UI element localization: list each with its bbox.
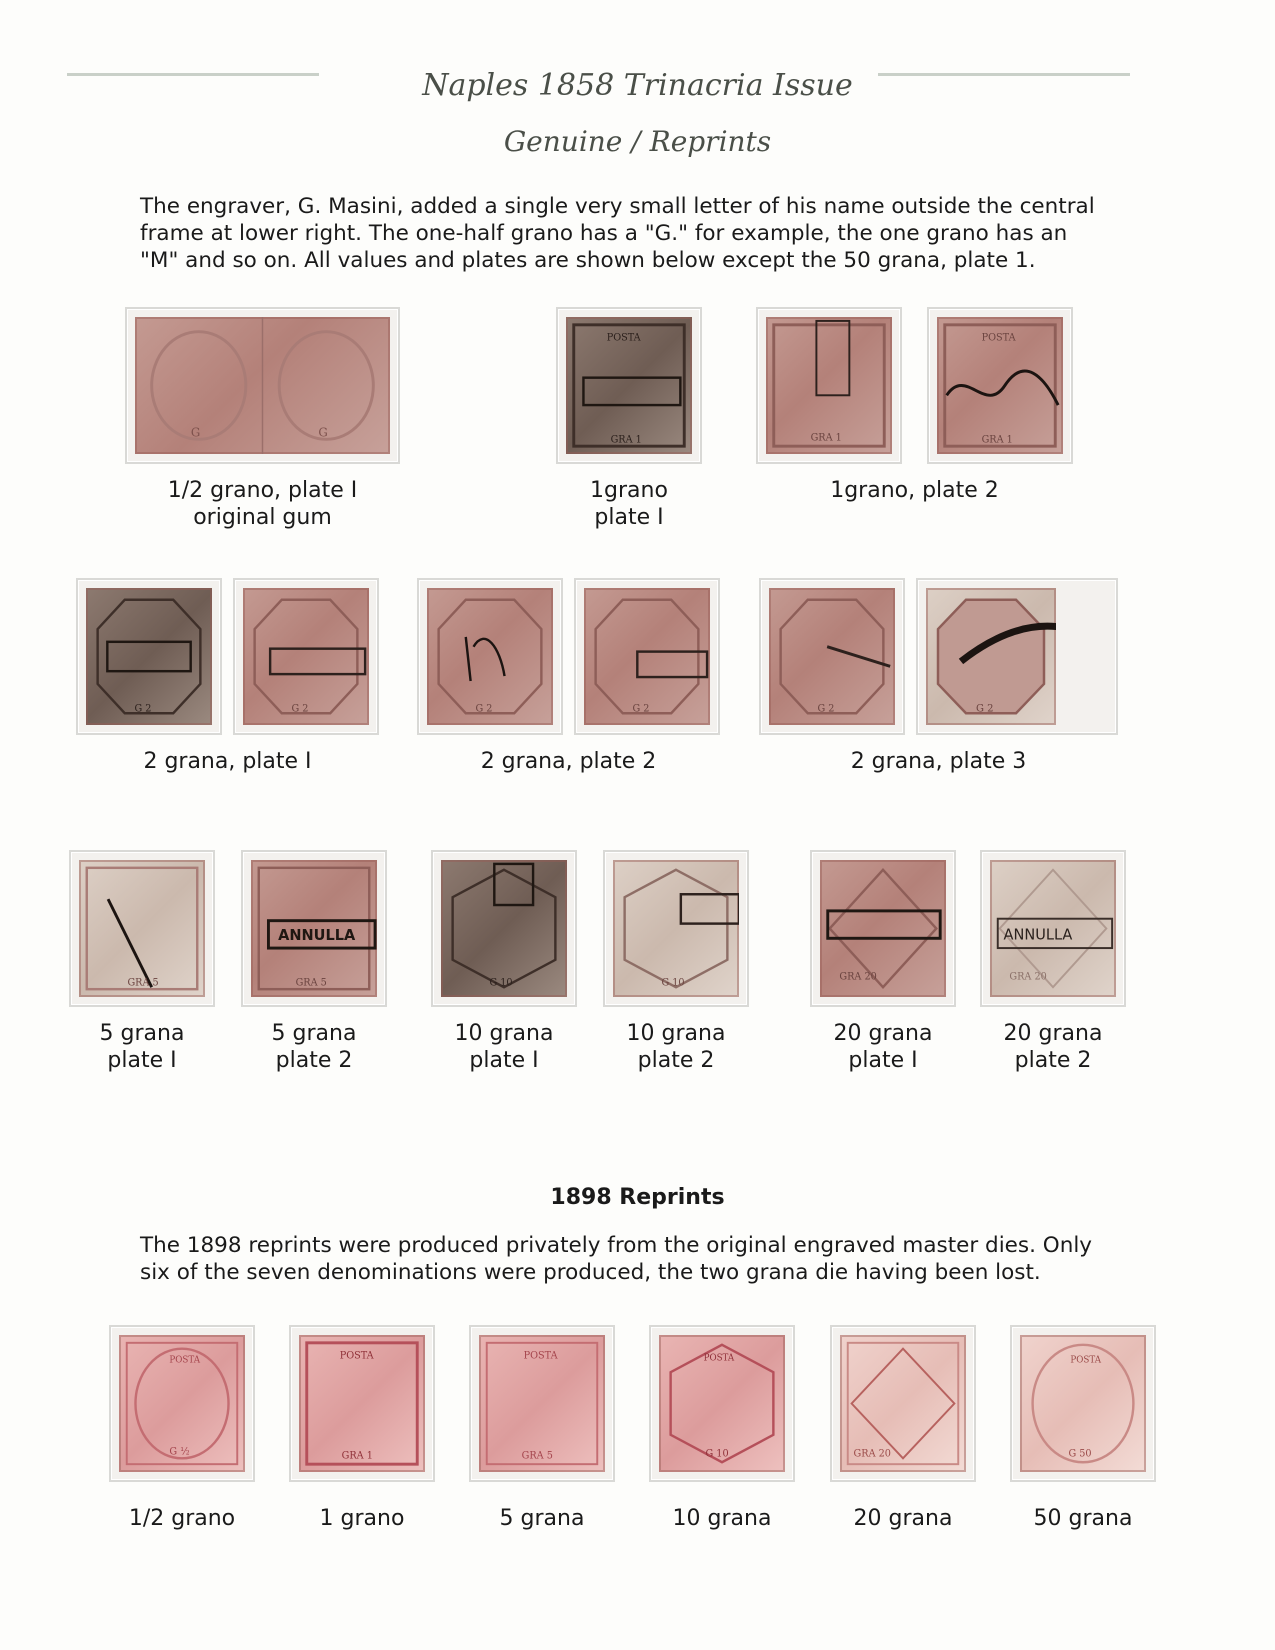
caption-reprint-20-grana: 20 grana — [853, 1506, 953, 1531]
stamp-image — [441, 860, 567, 997]
reprints-paragraph — [140, 1232, 1140, 1286]
stamp-value: G 10 — [661, 977, 685, 989]
caption-1-grano-plate-2: 1grano, plate 2 — [830, 478, 999, 503]
caption-reprint-half-grano: 1/2 grano — [128, 1506, 236, 1531]
stamp-value: GRA 20 — [853, 1448, 891, 1460]
stamp-value: GRA 5 — [127, 977, 159, 989]
stamp-value: G ½ — [169, 1446, 190, 1458]
intro-line: "M" and so on. All values and plates are shown below except the 50 grana, plate 1. — [140, 248, 1036, 273]
reprints-heading: 1898 Reprints — [550, 1185, 725, 1210]
stamp-1-grano-plate-2-b — [927, 307, 1073, 464]
stamp-value: G 2 — [291, 703, 309, 715]
stamp-2-grana-plate-1-b — [233, 578, 379, 735]
reprints-line: six of the seven denominations were produced, the two grana die having been lost. — [140, 1260, 1041, 1285]
stamp-value: G 2 — [134, 703, 152, 715]
stamp-posta: POSTA — [703, 1353, 735, 1364]
stamp-20-grana-plate-2 — [980, 850, 1126, 1007]
caption-20-grana-plate-1: 20 grana plate I — [833, 1021, 933, 1073]
caption-reprint-5-grana: 5 grana — [499, 1506, 585, 1531]
stamp-value: G 2 — [817, 703, 835, 715]
caption-half-grano-plate-1: 1/2 grano, plate I original gum — [167, 478, 358, 530]
stamp-value: GRA 1 — [810, 432, 842, 444]
stamp-20-grana-plate-1 — [810, 850, 956, 1007]
reprint-20-grana — [830, 1325, 976, 1482]
stamp-value: GRA 1 — [610, 434, 642, 446]
stamp-image — [251, 860, 377, 997]
reprint-1-grano — [289, 1325, 435, 1482]
intro-paragraph — [140, 193, 1140, 274]
stamp-value: GRA 5 — [521, 1450, 553, 1462]
reprint-5-grana — [469, 1325, 615, 1482]
stamp-value: G 10 — [705, 1448, 729, 1460]
stamp-10-grana-plate-1 — [431, 850, 577, 1007]
stamp-image — [1020, 1335, 1146, 1472]
caption-reprint-10-grana: 10 grana — [672, 1506, 772, 1531]
reprint-50-grana — [1010, 1325, 1156, 1482]
caption-1-grano-plate-1: 1grano plate I — [590, 478, 668, 530]
stamp-value: G 2 — [632, 703, 650, 715]
reprints-line: The 1898 reprints were produced privately from the original engraved master dies. Only — [140, 1233, 1093, 1258]
stamp-value: GRA 1 — [341, 1450, 373, 1462]
stamp-image — [820, 860, 946, 997]
stamp-1-grano-plate-2-a — [756, 307, 902, 464]
stamp-value: G 10 — [489, 977, 513, 989]
reprint-10-grana — [649, 1325, 795, 1482]
stamp-value: GRA 1 — [981, 434, 1013, 446]
stamp-2-grana-plate-1-a — [76, 578, 222, 735]
stamp-image — [427, 588, 553, 725]
stamp-image — [990, 860, 1116, 997]
stamp-image — [937, 317, 1063, 454]
stamp-10-grana-plate-2 — [603, 850, 749, 1007]
stamp-value: G — [318, 425, 328, 440]
stamp-value: G 2 — [475, 703, 493, 715]
stamp-posta: POSTA — [1070, 1355, 1101, 1366]
stamp-1-grano-plate-1 — [556, 307, 702, 464]
stamp-2-grana-plate-2-b — [574, 578, 720, 735]
stamp-5-grana-plate-1 — [69, 850, 215, 1007]
stamp-image — [926, 588, 1056, 725]
caption-10-grana-plate-1: 10 grana plate I — [454, 1021, 554, 1073]
stamp-value: G — [190, 425, 201, 440]
reprint-half-grano — [109, 1325, 255, 1482]
stamp-image — [766, 317, 892, 454]
stamp-2-grana-plate-3-a — [759, 578, 905, 735]
stamp-image — [479, 1335, 605, 1472]
stamp-image — [584, 588, 710, 725]
stamp-2-grana-plate-3-b — [916, 578, 1118, 735]
stamp-image — [299, 1335, 425, 1472]
stamp-image — [659, 1335, 785, 1472]
intro-line: The engraver, G. Masini, added a single very small letter of his name outside the central — [140, 194, 1095, 219]
cancel-text: ANNULLA — [1003, 926, 1073, 944]
caption-20-grana-plate-2: 20 grana plate 2 — [1003, 1021, 1103, 1073]
stamp-image — [840, 1335, 966, 1472]
cancel-text: ANNULLA — [278, 927, 356, 945]
stamp-image — [243, 588, 369, 725]
caption-10-grana-plate-2: 10 grana plate 2 — [626, 1021, 726, 1073]
caption-reprint-1-grano: 1 grano — [319, 1506, 405, 1531]
stamp-value: G 2 — [976, 703, 994, 715]
caption-2-grana-plate-1: 2 grana, plate I — [143, 749, 312, 774]
stamp-5-grana-plate-2 — [241, 850, 387, 1007]
stamp-posta: POSTA — [169, 1355, 200, 1366]
caption-2-grana-plate-3: 2 grana, plate 3 — [850, 749, 1027, 774]
stamp-value: GRA 20 — [1009, 971, 1047, 983]
stamp-image — [613, 860, 739, 997]
stamp-image — [769, 588, 895, 725]
stamp-image — [79, 860, 205, 997]
stamp-value: GRA 5 — [295, 977, 327, 989]
stamp-posta: POSTA — [339, 1350, 374, 1362]
stamp-image — [135, 317, 390, 454]
stamp-2-grana-plate-2-a — [417, 578, 563, 735]
stamp-pair-half-grano — [125, 307, 400, 464]
page-title: Naples 1858 Trinacria Issue — [422, 68, 853, 103]
caption-5-grana-plate-2: 5 grana plate 2 — [271, 1021, 357, 1073]
stamp-value: GRA 20 — [839, 971, 877, 983]
stamp-posta: POSTA — [523, 1350, 558, 1362]
caption-2-grana-plate-2: 2 grana, plate 2 — [480, 749, 657, 774]
stamp-image — [86, 588, 212, 725]
intro-line: frame at lower right. The one-half grano has a "G." for example, the one grano has an — [140, 221, 1068, 246]
stamp-image — [566, 317, 692, 454]
page-subtitle: Genuine / Reprints — [503, 125, 772, 158]
stamp-value: G 50 — [1068, 1448, 1092, 1460]
stamp-posta: POSTA — [606, 332, 641, 344]
stamp-posta: POSTA — [981, 332, 1016, 344]
stamp-image — [119, 1335, 245, 1472]
caption-reprint-50-grana: 50 grana — [1033, 1506, 1133, 1531]
caption-5-grana-plate-1: 5 grana plate I — [99, 1021, 185, 1073]
